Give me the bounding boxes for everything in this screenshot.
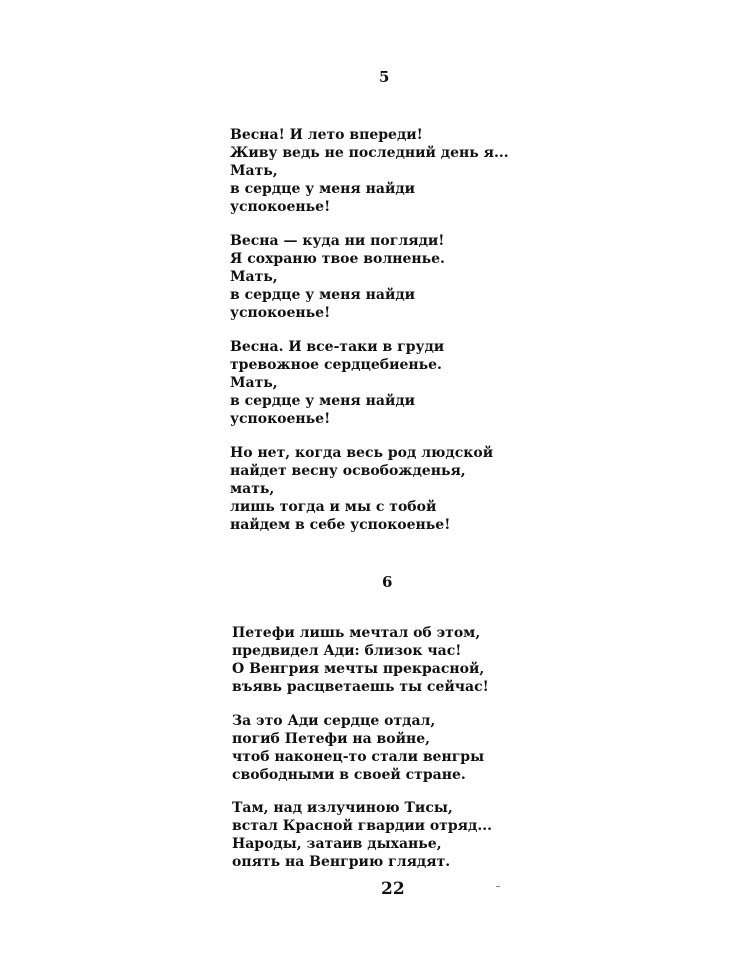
stanza-5-4 — [230, 444, 493, 534]
poem-line: Мать, — [230, 375, 278, 391]
stanza-6-1 — [232, 624, 489, 696]
poem-line: успокоенье! — [230, 199, 331, 215]
section-number-6: 6 — [382, 573, 393, 591]
poem-line: За это Ади сердце отдал, — [232, 713, 436, 729]
poem-line: Народы, затаив дыханье, — [232, 836, 442, 852]
stanza-6-2 — [232, 712, 484, 784]
poem-line: предвидел Ади: близок час! — [232, 643, 462, 659]
page-number: 22 — [381, 879, 405, 899]
poem-line: мать, — [230, 481, 275, 497]
poem-line: Мать, — [230, 163, 278, 179]
poem-line: в сердце у меня найди — [230, 181, 416, 197]
poem-line: Мать, — [230, 269, 278, 285]
poem-line: Весна — куда ни погляди! — [230, 233, 445, 249]
poem-line: О Венгрия мечты прекрасной, — [232, 661, 485, 677]
poem-line: найдет весну освобожденья, — [230, 463, 466, 479]
stanza-5-1 — [230, 126, 509, 216]
poem-line: Но нет, когда весь род людской — [230, 445, 494, 461]
poem-line: Я сохраню твое волненье. — [230, 251, 445, 267]
poem-line: опять на Венгрию глядят. — [232, 854, 451, 870]
scan-mark — [496, 886, 500, 887]
poem-line: Весна. И все-таки в груди — [230, 339, 445, 355]
poem-line: чтоб наконец-то стали венгры — [232, 749, 485, 765]
poem-line: Весна! И лето впереди! — [230, 127, 423, 143]
poem-line: погиб Петефи на войне, — [232, 731, 431, 747]
poem-line: успокоенье! — [230, 305, 331, 321]
poem-line: в сердце у меня найди — [230, 393, 416, 409]
poem-line: найдем в себе успокоенье! — [230, 517, 451, 533]
section-number-5: 5 — [379, 68, 390, 86]
poem-line: Там, над излучиною Тисы, — [232, 800, 453, 816]
poem-line: въявь расцветаешь ты сейчас! — [232, 679, 489, 695]
poem-line: лишь тогда и мы с тобой — [230, 499, 437, 515]
stanza-5-3 — [230, 338, 444, 428]
poem-line: свободными в своей стране. — [232, 767, 466, 783]
poem-line: успокоенье! — [230, 411, 331, 427]
poem-line: в сердце у меня найди — [230, 287, 416, 303]
poem-line: тревожное сердцебиенье. — [230, 357, 442, 373]
stanza-5-2 — [230, 232, 445, 322]
poem-line: встал Красной гвардии отряд... — [232, 818, 492, 834]
stanza-6-3 — [232, 799, 492, 871]
poem-line: Живу ведь не последний день я... — [230, 145, 509, 161]
poem-line: Петефи лишь мечтал об этом, — [232, 625, 481, 641]
